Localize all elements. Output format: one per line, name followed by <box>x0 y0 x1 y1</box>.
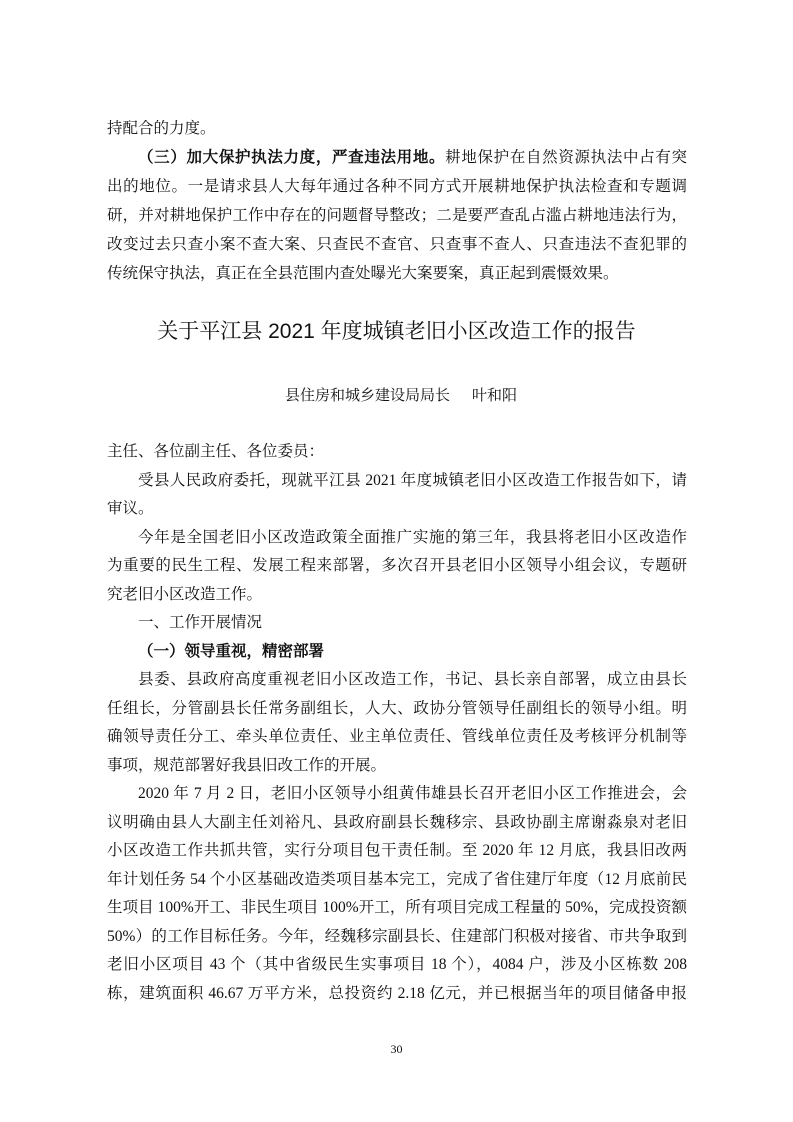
text-line: 年计划任务 54 个小区基础改造类项目基本完工，完成了省住建厅年度（12 月底前民 <box>107 870 687 888</box>
text-line-rest: 耕地保护在自然资源执法中占有突 <box>445 149 687 166</box>
byline <box>285 382 517 410</box>
intro-paragraph <box>107 467 687 524</box>
text-line: 县委、县政府高度重视老旧小区改造工作，书记、县长亲自部署，成立由县长 <box>138 671 687 688</box>
progress-paragraph <box>107 780 687 1008</box>
leadership-paragraph <box>107 666 687 780</box>
text-line: 今年是全国老旧小区改造政策全面推广实施的第三年，我县将老旧小区改造作 <box>138 528 687 546</box>
text-line: 研，并对耕地保护工作中存在的问题督导整改；二是要严查乱占滥占耕地违法行为， <box>107 207 687 224</box>
text-line: 50%）的工作目标任务。今年，经魏移宗副县长、住建部门积极对接省、市共争取到 <box>107 927 687 945</box>
subsection-heading: （一）领导重视，精密部署 <box>138 642 325 660</box>
text-line: 议明确由县人大副主任刘裕凡、县政府副县长魏移宗、县政协副主席谢淼泉对老旧 <box>107 813 687 831</box>
text-line: 老旧小区项目 43 个（其中省级民生实事项目 18 个），4084 户，涉及小区栋数 208 <box>107 956 687 973</box>
text-line <box>107 143 687 172</box>
author-position: 县住房和城乡建设局局长 <box>285 388 451 404</box>
report-title: 关于平江县 2021 年度城镇老旧小区改造工作的报告 <box>157 320 636 343</box>
text-line: 事项，规范部署好我县旧改工作的开展。 <box>107 756 387 774</box>
text-line: 受县人民政府委托，现就平江县 2021 年度城镇老旧小区改造工作报告如下，请 <box>138 471 687 489</box>
text-line: 究老旧小区改造工作。 <box>107 585 263 603</box>
text-line: 2020 年 7 月 2 日，老旧小区领导小组黄伟雄县长召开老旧小区工作推进会，会 <box>138 785 687 802</box>
text-line: 栋，建筑面积 46.67 万平方米，总投资约 2.18 亿元，并已根据当年的项目储备申报 <box>107 984 687 1002</box>
enforcement-paragraph <box>107 143 687 288</box>
text-line: 持配合的力度。 <box>107 120 216 137</box>
text-line: 出的地位。一是请求县人大每年通过各种不同方式开展耕地保护执法检查和专题调 <box>107 178 687 195</box>
previous-report-continuation <box>107 114 687 288</box>
page-number: 30 <box>390 1042 403 1056</box>
text-line: 为重要的民生工程、发展工程来部署，多次召开县老旧小区领导小组会议，专题研 <box>107 557 687 574</box>
text-line: 改变过去只查小案不查大案、只查民不查官、只查事不查人、只查违法不查犯罪的 <box>107 236 687 253</box>
salutation: 主任、各位副主任、各位委员： <box>107 443 325 460</box>
text-line: 确领导责任分工、牵头单位责任、业主单位责任、管线单位责任及考核评分机制等 <box>107 728 687 745</box>
background-paragraph <box>107 524 687 610</box>
text-line: 传统保守执法，真正在全县范围内查处曝光大案要案，真正起到震慑效果。 <box>107 265 619 282</box>
report-body <box>107 438 687 1008</box>
subsection-heading: （三）加大保护执法力度，严查违法用地。 <box>138 149 446 166</box>
text-line: 审议。 <box>107 500 154 517</box>
author-name: 叶和阳 <box>472 388 518 404</box>
section-heading: 一、工作开展情况 <box>138 614 263 631</box>
text-line: 任组长，分管副县长任常务副组长，人大、政协分管领导任副组长的领导小组。明 <box>107 699 687 717</box>
text-line: 小区改造工作共抓共管，实行分项目包干责任制。至 2020 年 12 月底，我县旧改两 <box>107 842 687 859</box>
text-line: 生项目 100%开工、非民生项目 100%开工，所有项目完成工程量的 50%，完成投资额 <box>107 899 687 916</box>
